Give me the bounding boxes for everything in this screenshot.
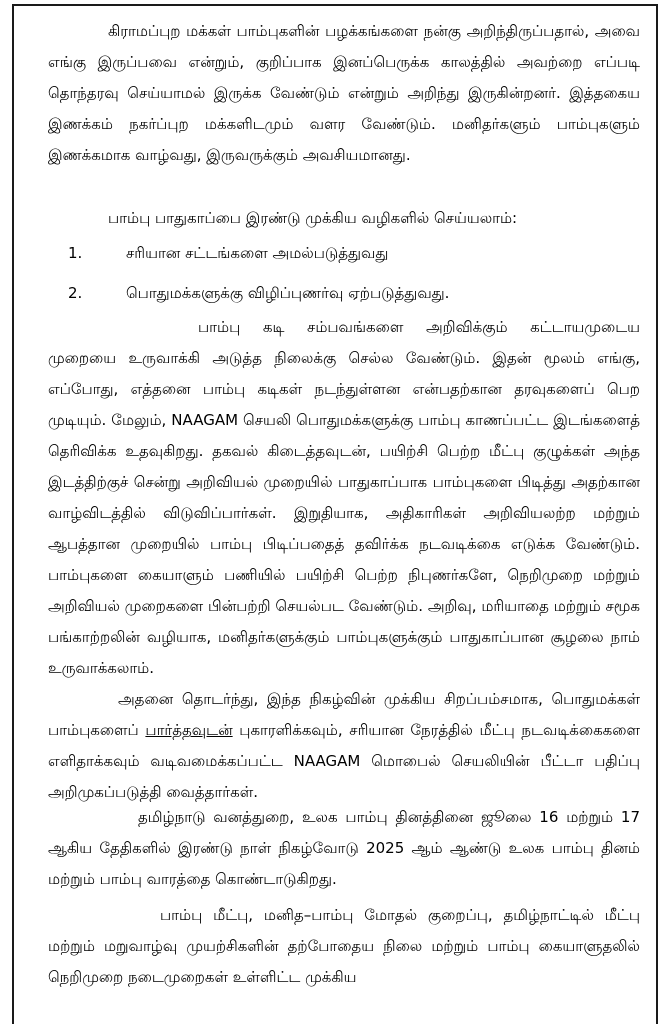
paragraph-rural-awareness: கிராமப்புற மக்கள் பாம்புகளின் பழக்கங்களை நன்கு அறிந்திருப்பதால், அவை எங்கு இருப்பவை என்றும், குறிப்பாக இனப்பெருக்க காலத்தில் அவற்றை எப்படி தொந்தரவு செய்யாமல் இருக்க வேண்டும் என்றும் அறிந்து இருகின்றனர். இத்தகைய இணக்கம் நகர்ப்புற மக்களிடமும் வளர வேண்டும். மனிதர்களும் பாம்புகளும் இணக்கமாக வாழ்வது, இருவருக்கும் அவசியமானது. — [48, 22, 640, 164]
list-number: 1. — [68, 244, 83, 262]
p4-text-after: புகாரளிக்கவும், சரியான நேரத்தில் மீட்பு நடவடிக்கைகளை எளிதாக்கவும் வடிவமைக்கப்பட்ட NAAGAM மொபைல் செயலியின் பீட்டா பதிப்பு அறிமுகப்படுத்தி வைத்தார்கள். — [48, 721, 640, 801]
page-border-top — [12, 4, 658, 6]
p4-text-before: அதனை தொடர்ந்து, இந்த நிகழ்வின் முக்கிய சிறப்பம்சமாக, பொதுமக்கள் பாம்புகளைப் — [48, 690, 640, 739]
list-text: சரியான சட்டங்களை அமல்படுத்துவது — [126, 244, 389, 262]
paragraph-reporting-system: பாம்பு கடி சம்பவங்களை அறிவிக்கும் கட்டாயமுடைய முறையை உருவாக்கி அடுத்த நிலைக்கு செல்ல வேண்டும். இதன் மூலம் எங்கு, எப்போது, எத்தனை பாம்பு கடிகள் நடந்துள்ளன என்பதற்கான தரவுகளைப் பெற முடியும். மேலும், NAAGAM செயலி பொதுமக்களுக்கு பாம்பு காணப்பட்ட இடங்களைத் தெரிவிக்க உதவுகிறது. தகவல் கிடைத்தவுடன், பயிற்சி பெற்ற மீட்பு குழுக்கள் அந்த இடத்திற்குச் சென்று அறிவியல் முறையில் பாதுகாப்பாக பாம்புகளை பிடித்து அதற்கான வாழ்விடத்தில் விடுவிப்பார்கள். இறுதியாக, அதிகாரிகள் அறிவியலற்ற மற்றும் ஆபத்தான முறையில் பாம்பு பிடிப்பதைத் தவிர்க்க நடவடிக்கை எடுக்க வேண்டும். பாம்புகளை கையாளும் பணியில் பயிற்சி பெற்ற நிபுணர்களே, நெறிமுறை மற்றும் அறிவியல் முறைகளை பின்பற்றி செயல்பட வேண்டும். அறிவு, மரியாதை மற்றும் சமூக பங்காற்றலின் வழியாக, மனிதர்களுக்கும் பாம்புகளுக்கும் பாதுகாப்பான சூழலை நாம் உருவாக்கலாம். — [48, 318, 640, 677]
paragraph-naagam-app — [48, 684, 640, 808]
protection-list-item-1 — [68, 238, 640, 269]
paragraph-world-snake-day: தமிழ்நாடு வனத்துறை, உலக பாம்பு தினத்தினை ஜூலை 16 மற்றும் 17 ஆகிய தேதிகளில் இரண்டு நாள் நிகழ்வோடு 2025 ஆம் ஆண்டு உலக பாம்பு தினம் மற்றும் பாம்பு வாரத்தை கொண்டாடுகிறது. — [48, 808, 640, 888]
page-border-left — [12, 4, 14, 1024]
paragraph-rescue-topics: பாம்பு மீட்பு, மனித–பாம்பு மோதல் குறைப்பு, தமிழ்நாட்டில் மீட்பு மற்றும் மறுவாழ்வு முயற்சிகளின் தற்போதைய நிலை மற்றும் பாம்பு கையாளுதலில் நெறிமுறை நடைமுறைகள் உள்ளிட்ட முக்கிய — [48, 906, 640, 986]
page-border-right — [656, 4, 658, 1024]
protection-list-item-2 — [68, 278, 640, 309]
paragraph-protection-intro: பாம்பு பாதுகாப்பை இரண்டு முக்கிய வழிகளில் செய்யலாம்: — [108, 209, 518, 227]
list-text: பொதுமக்களுக்கு விழிப்புணர்வு ஏற்படுத்துவது. — [126, 284, 450, 302]
p4-underlined-word: பார்த்தவுடன் — [145, 721, 233, 739]
list-number: 2. — [68, 284, 83, 302]
